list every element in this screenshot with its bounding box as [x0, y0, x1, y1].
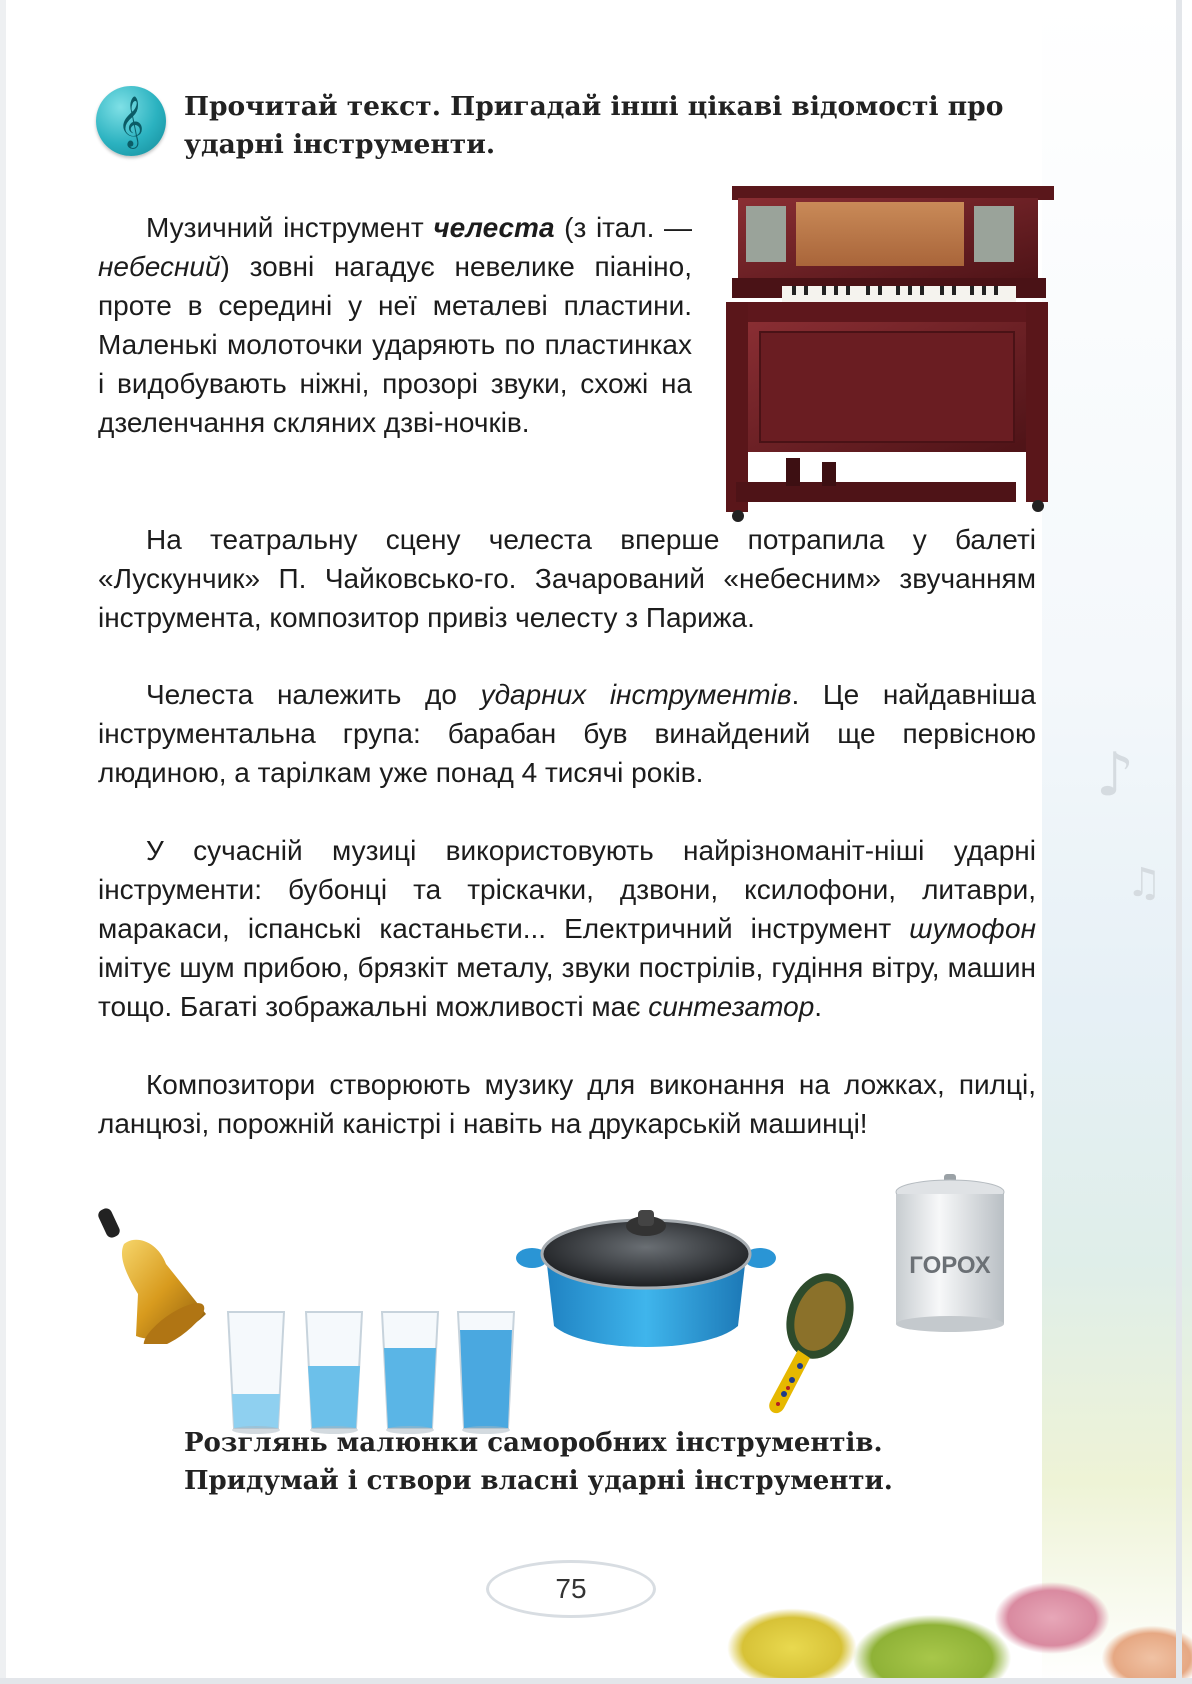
paragraph-modern-percussion: У сучасній музиці використовують найрізноманіт-ніші ударні інструменти: бубонці та тріскачки, дзвони, ксилофони, литаври, маракаси, іспанські кастаньєти... Електричний інструмент шумофон імітує шум прибою, брязкіт металу, звуки пострілів, гудіння вітру, машин тощо. Багаті зображальні можливості має синтезатор.	[98, 835, 1036, 1022]
page-border-left	[0, 0, 6, 1684]
decorative-flowers	[632, 1528, 1192, 1678]
music-note-decoration: ♫	[1126, 860, 1162, 906]
jar-label: ГОРОХ	[909, 1252, 991, 1279]
water-glasses-image	[222, 1308, 522, 1438]
page-number-oval	[486, 1560, 656, 1618]
bell-image	[96, 1204, 216, 1344]
decorative-side-strip	[1042, 0, 1192, 1684]
music-note-decoration: ♪	[1095, 740, 1134, 810]
paragraph-percussion-group: Челеста належить до ударних інструментів. Це найдавніша інструментальна група: барабан був винайдений ще первісною людиною, а тарілкам уже понад 4 тисячі років.	[98, 679, 1036, 788]
treble-clef-icon: 𝄞	[96, 86, 166, 156]
maraca-image	[750, 1270, 870, 1420]
task-instruction-bottom	[184, 1424, 1024, 1500]
paragraph-nutcracker: На театральну сцену челеста вперше потрапила у балеті «Лускунчик» П. Чайковсько-го. Зачарований «небесним» звучанням інструмента, композитор привіз челесту з Парижа.	[98, 524, 1036, 633]
page-border-right	[1176, 0, 1182, 1684]
task-bottom-line-2: Придумай і створи власні ударні інструменти.	[184, 1466, 893, 1496]
paragraph-composers: Композитори створюють музику для виконання на ложках, пилці, ланцюзі, порожній каністрі і навіть на друкарській машинці!	[98, 1069, 1036, 1139]
page-border-bottom	[0, 1678, 1192, 1684]
task-instruction-top: Прочитай текст. Пригадай інші цікаві відомості про ударні інструменти.	[184, 91, 1004, 160]
celesta-image	[726, 182, 1060, 542]
page-number: 75	[555, 1573, 587, 1604]
pot-image	[516, 1196, 776, 1356]
paragraph-celesta-description: Музичний інструмент челеста (з італ. — небесний) зовні нагадує невелике піаніно, проте в середині у неї металеві пластини. Маленькі молоточки ударяють по пластинках і видобувають ніжні, прозорі звуки, схожі на дзеленчання скляних дзві-ночків.	[98, 212, 693, 438]
task-bottom-line-1: Розглянь малюнки саморобних інструментів.	[184, 1428, 883, 1458]
